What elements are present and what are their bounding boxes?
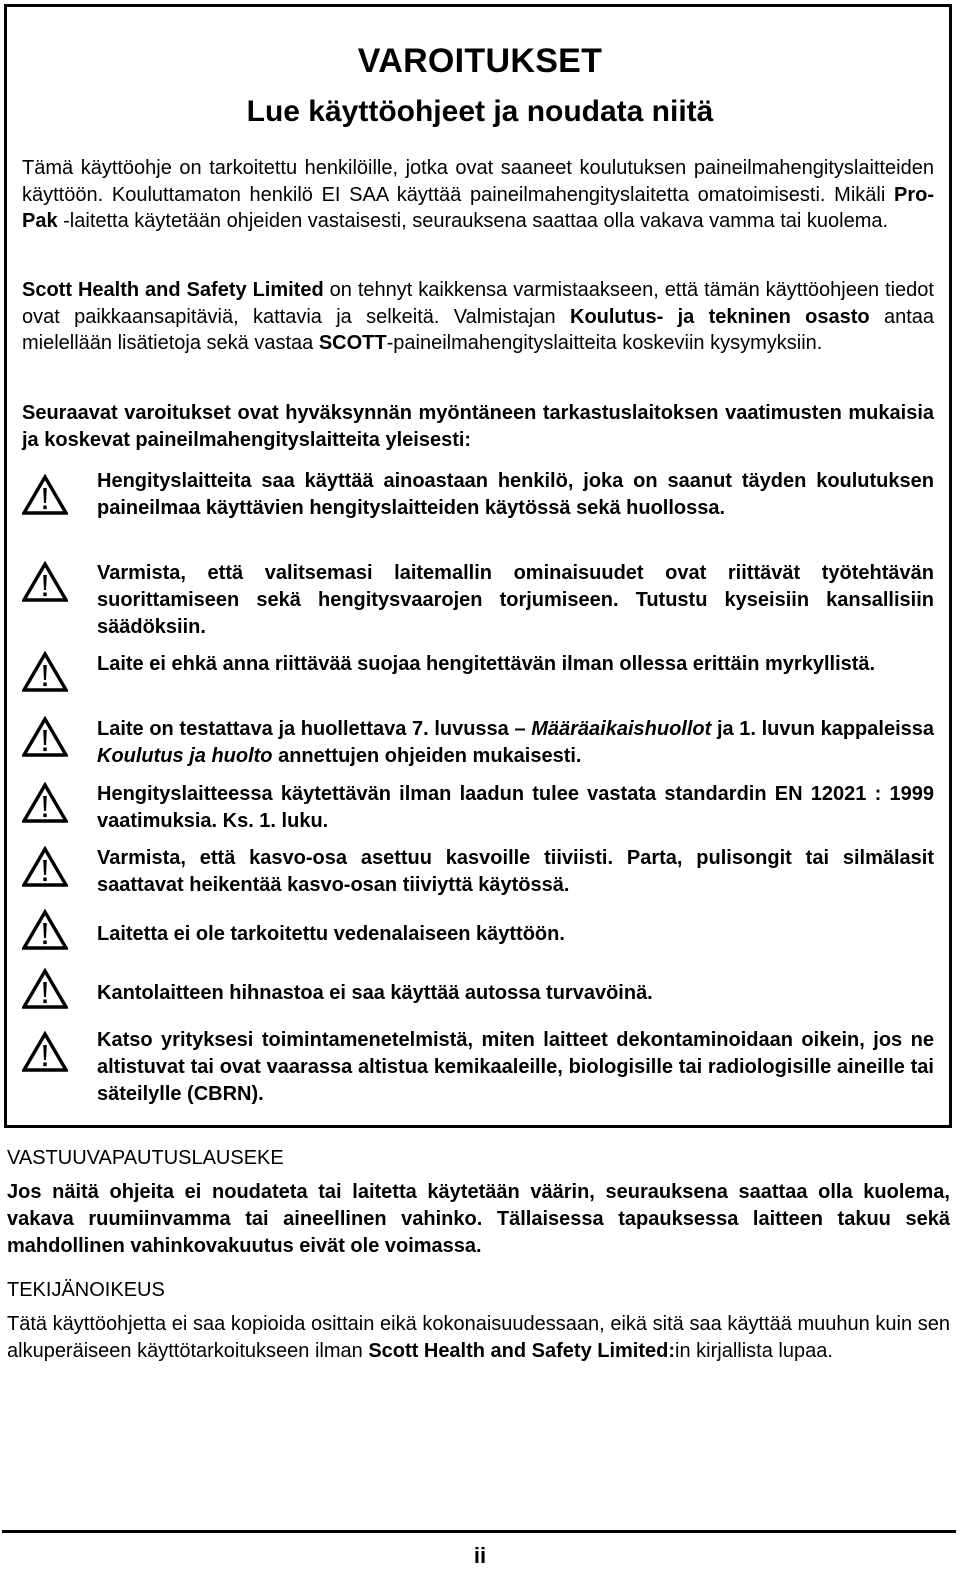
warning-triangle-icon: [22, 651, 68, 693]
warning-text-part: annettujen ohjeiden mukaisesti.: [272, 745, 582, 767]
warnings-lead: Seuraavat varoitukset ovat hyväksynnän myöntäneen tarkastuslaitoksen vaatimusten mukaisia ja koskevat paineilmahengityslaitteita yleisesti:: [22, 402, 934, 451]
intro-text-1: Tämä käyttöohje on tarkoitettu henkilöille, jotka ovat saaneet koulutuksen paineilmahengityslaitteiden käyttöön. Kouluttamaton henkilö EI SAA käyttää paineilmahengityslaitetta omatoimisesti. Mikäli: [22, 157, 934, 206]
warning-triangle-icon: [22, 1031, 68, 1073]
warning-triangle-icon: [22, 782, 68, 824]
warning-text-part: ja 1. luvun kappaleissa: [711, 718, 934, 740]
brand-name: SCOTT: [318, 332, 387, 354]
warnings-title: VAROITUKSET: [357, 42, 603, 80]
warning-text: Varmista, että kasvo-osa asettuu kasvoille tiiviisti. Parta, pulisongit tai silmälasit saattavat heikentää kasvo-osan tiiviyttä käytössä.: [97, 847, 934, 896]
warning-triangle-icon: [22, 909, 68, 951]
periodic-maintenance-ref: Määräaikaishuollot: [531, 718, 712, 740]
company-text-1: on tehnyt kaikkensa varmistaakseen, että tämän käyttöohjeen tiedot ovat paikkaansapitäviä, kattavia ja selkeitä. Valmistajan: [22, 279, 934, 328]
warning-text: Laite ei ehkä anna riittävää suojaa hengitettävän ilman ollessa erittäin myrkyllistä.: [97, 653, 876, 675]
intro-paragraph: [22, 155, 934, 235]
training-maintenance-ref: Koulutus ja huolto: [97, 745, 273, 767]
warning-triangle-icon: [22, 716, 68, 758]
disclaimer-heading: VASTUUVAPAUTUSLAUSEKE: [7, 1147, 284, 1169]
intro-text-2: -laitetta käytetään ohjeiden vastaisesti, seurauksena saattaa olla vakava vamma tai kuolema.: [57, 210, 889, 232]
disclaimer-text: Jos näitä ohjeita ei noudateta tai laitetta käytetään väärin, seurauksena saattaa olla kuolema, vakava ruumiinvamma tai aineellinen vahinko. Tällaisessa tapauksessa laitteen takuu sekä mahdollinen vahinkovakuutus eivät ole voimassa.: [7, 1181, 950, 1257]
warning-text: [97, 716, 934, 770]
department-name: Koulutus- ja tekninen osasto: [570, 305, 870, 328]
copyright-text-1: Tätä käyttöohjetta ei saa kopioida osittain eikä kokonaisuudessaan, eikä sitä saa käyttää muuhun kuin sen alkuperäiseen käyttötarkoitukseen ilman: [7, 1313, 950, 1362]
product-name: Pro-Pak: [22, 183, 934, 232]
company-text-2: antaa mielellään lisätietoja sekä vastaa: [22, 305, 935, 354]
warning-text: Varmista, että valitsemasi laitemallin ominaisuudet ovat riittävät työtehtävän suorittamiseen sekä hengitysvaarojen torjumiseen. Tutustu kyseisiin kansallisiin säädöksiin.: [97, 562, 934, 638]
copyright-heading: TEKIJÄNOIKEUS: [7, 1279, 165, 1301]
warning-text: Hengityslaitteita saa käyttää ainoastaan henkilö, joka on saanut täyden koulutuksen paineilmaa käyttävien hengityslaitteiden käytössä sekä huollossa.: [97, 470, 934, 519]
warning-text: Kantolaitteen hihnastoa ei saa käyttää autossa turvavöinä.: [97, 982, 653, 1004]
footer-rule: [2, 1530, 956, 1533]
warning-triangle-icon: [22, 846, 68, 888]
warning-triangle-icon: [22, 474, 68, 516]
warning-triangle-icon: [22, 561, 68, 603]
warnings-subtitle: Lue käyttöohjeet ja noudata niitä: [246, 95, 714, 128]
warning-text-part: Laite on testattava ja huollettava 7. luvussa –: [97, 718, 532, 740]
page-number: ii: [473, 1543, 487, 1568]
company-paragraph: [22, 277, 934, 357]
copyright-company: Scott Health and Safety Limited:: [368, 1340, 676, 1362]
warning-text: Laitetta ei ole tarkoitettu vedenalaiseen käyttöön.: [97, 923, 565, 945]
warning-text: Katso yrityksesi toimintamenetelmistä, miten laitteet dekontaminoidaan oikein, jos ne altistuvat tai ovat vaarassa altistua kemikaaleille, biologisille tai radiologisille aineille tai säteilylle (CBRN).: [97, 1029, 934, 1105]
company-name: Scott Health and Safety Limited: [22, 279, 324, 301]
copyright-text: [7, 1311, 950, 1365]
company-text-3: -paineilmahengityslaitteita koskeviin kysymyksiin.: [386, 332, 823, 354]
warning-text: Hengityslaitteessa käytettävän ilman laadun tulee vastata standardin EN 12021 : 1999 vaatimuksia. Ks. 1. luku.: [97, 783, 934, 832]
copyright-text-2: in kirjallista lupaa.: [675, 1340, 833, 1362]
warning-triangle-icon: [22, 968, 68, 1010]
